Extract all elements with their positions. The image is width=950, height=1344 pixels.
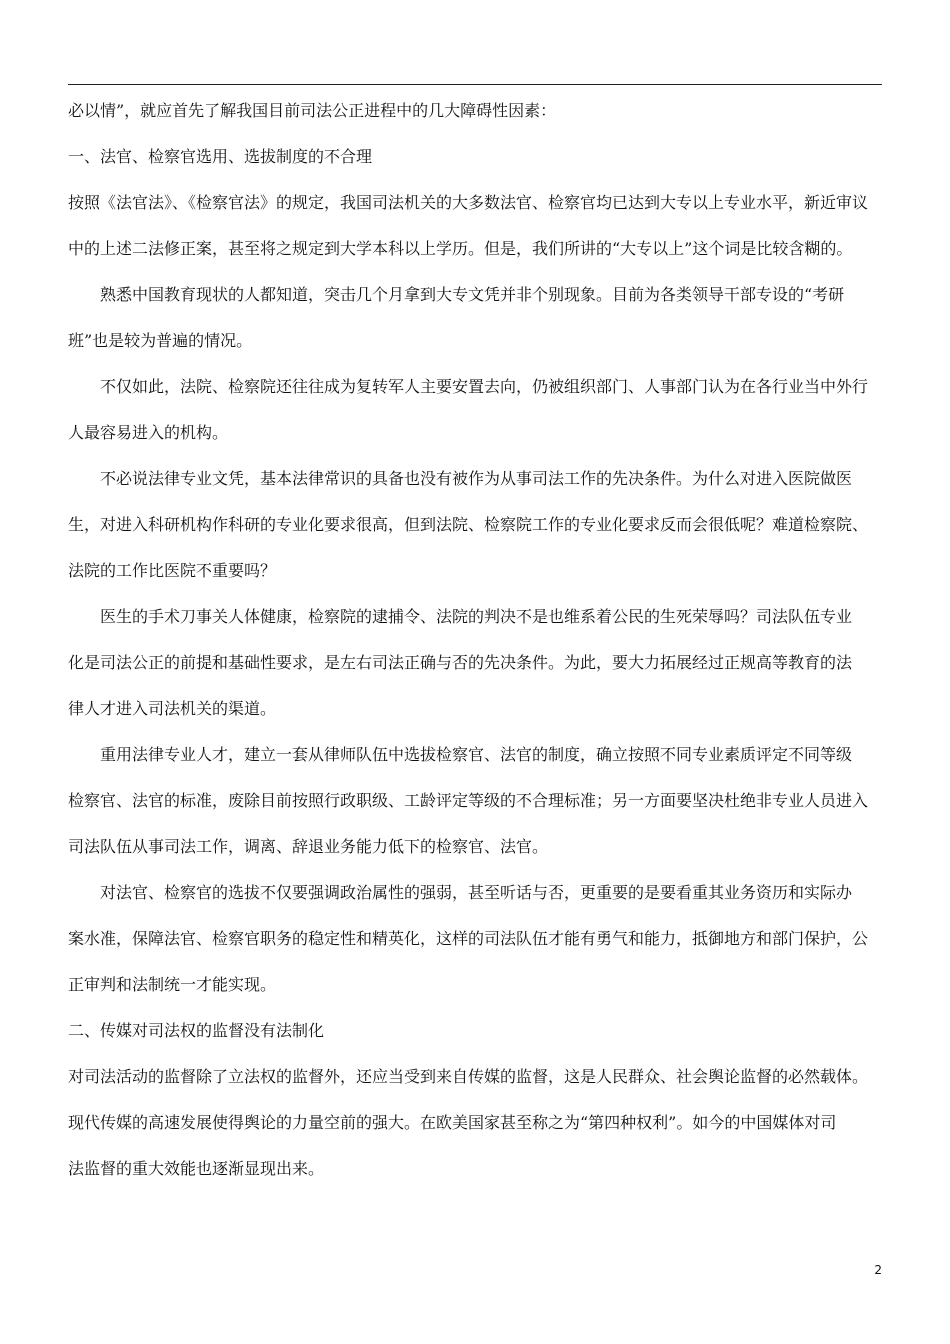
text-line: 律人才进入司法机关的渠道。: [68, 699, 277, 718]
paragraph: [68, 180, 882, 272]
text-line: 人最容易进入的机构。: [68, 423, 229, 442]
text-line: 重用法律专业人才，建立一套从律师队伍中选拔检察官、法官的制度，确立按照不同专业素质评定不同等级: [100, 745, 853, 764]
text-line: 法监督的重大效能也逐渐显现出来。: [68, 1159, 325, 1178]
text-line: 法院的工作比医院不重要吗？: [68, 561, 277, 580]
text-line: 按照《法官法》、《检察官法》的规定，我国司法机关的大多数法官、检察官均已达到大专以上专业水平，新近审议: [68, 193, 869, 212]
paragraph: [68, 456, 882, 594]
paragraph: [68, 732, 882, 870]
paragraph: [68, 1054, 882, 1192]
text-line: 必以情”，就应首先了解我国目前司法公正进程中的几大障碍性因素：: [68, 101, 557, 120]
paragraph: [68, 364, 882, 456]
document-body: [68, 88, 882, 1192]
section-heading-1: [68, 134, 882, 180]
text-line: 案水准，保障法官、检察官职务的稳定性和精英化，这样的司法队伍才能有勇气和能力，抵御地方和部门保护，公: [68, 929, 869, 948]
header-rule: [68, 84, 882, 85]
text-line: 现代传媒的高速发展使得舆论的力量空前的强大。在欧美国家甚至称之为“第四种权利”。如今的中国媒体对司: [68, 1113, 837, 1132]
text-line: 正审判和法制统一才能实现。: [68, 975, 277, 994]
text-line: 化是司法公正的前提和基础性要求，是左右司法正确与否的先决条件。为此，要大力拓展经过正规高等教育的法: [68, 653, 853, 672]
text-line: 班”也是较为普遍的情况。: [68, 331, 253, 350]
text-line: 对司法活动的监督除了立法权的监督外，还应当受到来自传媒的监督，这是人民群众、社会舆论监督的必然载体。: [68, 1067, 869, 1086]
paragraph: [68, 88, 882, 134]
text-line: 二、传媒对司法权的监督没有法制化: [68, 1021, 325, 1040]
text-line: 检察官、法官的标准，废除目前按照行政职级、工龄评定等级的不合理标准；另一方面要坚决杜绝非专业人员进入: [68, 791, 869, 810]
text-line: 医生的手术刀事关人体健康，检察院的逮捕令、法院的判决不是也维系着公民的生死荣辱吗？司法队伍专业: [100, 607, 853, 626]
paragraph: [68, 594, 882, 732]
paragraph: [68, 272, 882, 364]
text-line: 熟悉中国教育现状的人都知道，突击几个月拿到大专文凭并非个别现象。目前为各类领导干部专设的“考研: [100, 285, 845, 304]
text-line: 中的上述二法修正案，甚至将之规定到大学本科以上学历。但是，我们所讲的“大专以上”这个词是比较含糊的。: [68, 239, 853, 258]
page-number: 2: [874, 1263, 882, 1277]
text-line: 司法队伍从事司法工作，调离、辞退业务能力低下的检察官、法官。: [68, 837, 549, 856]
section-heading-2: [68, 1008, 882, 1054]
text-line: 不仅如此，法院、检察院还往往成为复转军人主要安置去向，仍被组织部门、人事部门认为在各行业当中外行: [100, 377, 869, 396]
paragraph: [68, 870, 882, 1008]
text-line: 生，对进入科研机构作科研的专业化要求很高，但到法院、检察院工作的专业化要求反而会很低呢？难道检察院、: [68, 515, 869, 534]
text-line: 对法官、检察官的选拔不仅要强调政治属性的强弱，甚至听话与否，更重要的是要看重其业务资历和实际办: [100, 883, 853, 902]
text-line: 不必说法律专业文凭，基本法律常识的具备也没有被作为从事司法工作的先决条件。为什么对进入医院做医: [100, 469, 853, 488]
text-line: 一、法官、检察官选用、选拔制度的不合理: [68, 147, 373, 166]
